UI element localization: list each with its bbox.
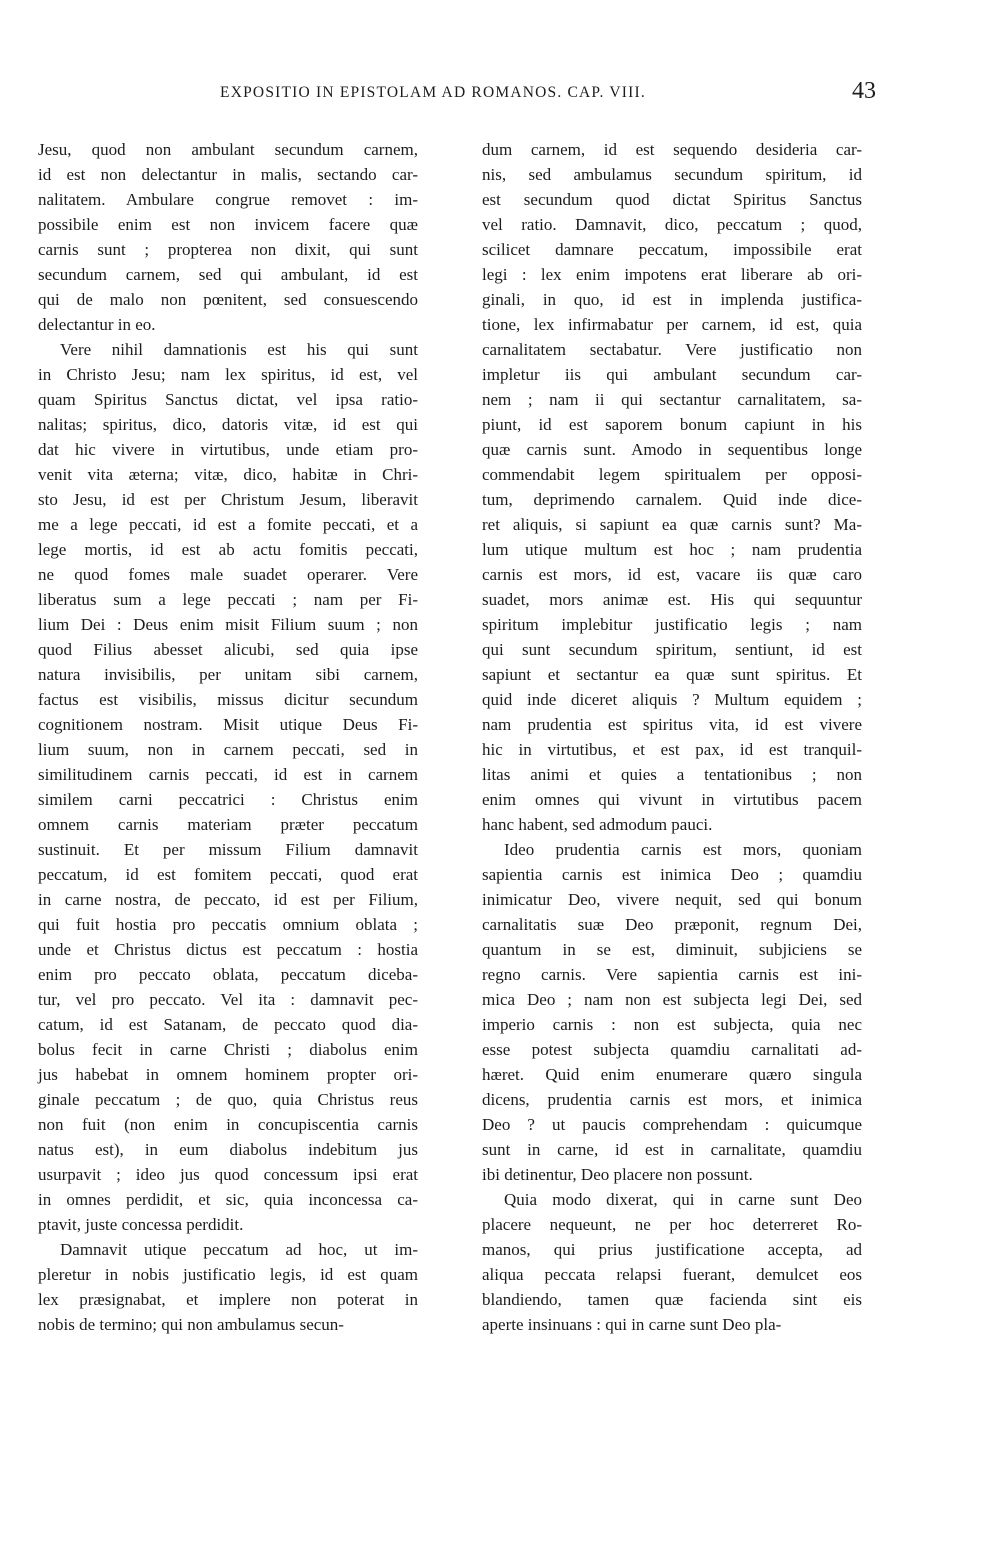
text-line: blandiendo, tamen quæ facienda sint eis — [482, 1290, 862, 1309]
text-line: jus habebat in omnem hominem propter ori- — [38, 1065, 418, 1084]
text-line: litas animi et quies a tentationibus ; non — [482, 765, 862, 784]
text-line: carnis est mors, id est, vacare iis quæ caro — [482, 565, 862, 584]
text-line: unde et Christus dictus est peccatum : hostia — [38, 940, 418, 959]
text-line: tione, lex infirmabatur per carnem, id est, quia — [482, 315, 862, 334]
text-line: piunt, id est saporem bonum capiunt in his — [482, 415, 862, 434]
text-line: non fuit (non enim in concupiscentia carnis — [38, 1115, 418, 1134]
text-line: similem carni peccatrici : Christus enim — [38, 790, 418, 809]
text-line: omnem carnis materiam præter peccatum — [38, 815, 418, 834]
text-line: lum utique multum est hoc ; nam prudentia — [482, 540, 862, 559]
text-line: me a lege peccati, id est a fomite peccati, et a — [38, 515, 418, 534]
text-line: natura invisibilis, per unitam sibi carnem, — [38, 665, 418, 684]
text-line: ptavit, juste concessa perdidit. — [38, 1215, 244, 1234]
text-line: est secundum quod dictat Spiritus Sanctus — [482, 190, 862, 209]
text-line: dicens, prudentia carnis est mors, et inimica — [482, 1090, 862, 1109]
text-line: vel ratio. Damnavit, dico, peccatum ; quod, — [482, 215, 862, 234]
text-line: hanc habent, sed admodum pauci. — [482, 815, 713, 834]
text-line: Quia modo dixerat, qui in carne sunt Deo — [504, 1190, 862, 1209]
text-line: enim omnes qui vivunt in virtutibus pacem — [482, 790, 862, 809]
text-line: in omnes perdidit, et sic, quia inconcessa ca- — [38, 1190, 418, 1209]
text-line: nam prudentia est spiritus vita, id est vivere — [482, 715, 862, 734]
text-line: ginali, in quo, id est in implenda justifica- — [482, 290, 862, 309]
page-number: 43 — [852, 78, 876, 104]
text-line: carnalitatem sectabatur. Vere justificatio non — [482, 340, 862, 359]
text-line: dat hic vivere in virtutibus, unde etiam pro- — [38, 440, 418, 459]
text-line: natus est), in eum diabolus indebitum jus — [38, 1140, 418, 1159]
text-line: quæ carnis sunt. Amodo in sequentibus longe — [482, 440, 862, 459]
text-line: cognitionem nostram. Misit utique Deus Fi- — [38, 715, 418, 734]
text-line: qui sunt secundum spiritum, sentiunt, id est — [482, 640, 862, 659]
text-line: Jesu, quod non ambulant secundum carnem, — [38, 140, 418, 159]
running-title: EXPOSITIO IN EPISTOLAM AD ROMANOS. CAP. VIII. — [220, 84, 646, 101]
text-line: Vere nihil damnationis est his qui sunt — [60, 340, 418, 359]
text-line: factus est visibilis, missus dicitur secundum — [38, 690, 418, 709]
text-line: commendabit legem spiritualem per opposi- — [482, 465, 862, 484]
text-line: hæret. Quid enim enumerare quæro singula — [482, 1065, 862, 1084]
text-line: tur, vel pro peccato. Vel ita : damnavit pec- — [38, 990, 418, 1009]
text-line: quid inde diceret aliquis ? Multum equidem ; — [482, 690, 862, 709]
text-line: legi : lex enim impotens erat liberare ab ori- — [482, 265, 862, 284]
left-text-column — [38, 137, 418, 1337]
text-line: lex præsignabat, et implere non poterat in — [38, 1290, 418, 1309]
text-line: nalitatem. Ambulare congrue removet : im- — [38, 190, 418, 209]
text-line: inimicatur Deo, vivere nequit, sed qui bonum — [482, 890, 862, 909]
text-line: lium suum, non in carnem peccati, sed in — [38, 740, 418, 759]
text-line: ginale peccatum ; de quo, quia Christus reus — [38, 1090, 418, 1109]
text-line: regno carnis. Vere sapientia carnis est ini- — [482, 965, 862, 984]
text-line: ibi detinentur, Deo placere non possunt. — [482, 1165, 753, 1184]
text-line: enim pro peccato oblata, peccatum diceba- — [38, 965, 418, 984]
text-line: sustinuit. Et per missum Filium damnavit — [38, 840, 418, 859]
text-line: usurpavit ; ideo jus quod concessum ipsi erat — [38, 1165, 418, 1184]
text-line: sapiunt et sectantur ea quæ sunt spiritus. Et — [482, 665, 862, 684]
text-line: esse potest subjecta quamdiu carnalitati ad- — [482, 1040, 862, 1059]
text-line: quod Filius abesset alicubi, sed quia ipse — [38, 640, 418, 659]
text-line: sto Jesu, id est per Christum Jesum, liberavit — [38, 490, 418, 509]
text-line: nem ; nam ii qui sectantur carnalitatem, sa- — [482, 390, 862, 409]
text-line: nalitas; spiritus, dico, datoris vitæ, id est qui — [38, 415, 418, 434]
text-line: pleretur in nobis justificatio legis, id est quam — [38, 1265, 418, 1284]
text-line: impletur iis qui ambulant secundum car- — [482, 365, 862, 384]
text-line: bolus fecit in carne Christi ; diabolus enim — [38, 1040, 418, 1059]
text-line: hic in virtutibus, et est pax, id est tranquil- — [482, 740, 862, 759]
text-line: similitudinem carnis peccati, id est in carnem — [38, 765, 418, 784]
text-line: nobis de termino; qui non ambulamus secun- — [38, 1315, 344, 1334]
text-line: carnis sunt ; propterea non dixit, qui sunt — [38, 240, 418, 259]
text-line: imperio carnis : non est subjecta, quia nec — [482, 1015, 862, 1034]
text-line: qui de malo non pœnitent, sed consuescendo — [38, 290, 418, 309]
text-line: lege mortis, id est ab actu fomitis peccati, — [38, 540, 418, 559]
text-line: scilicet damnare peccatum, impossibile erat — [482, 240, 862, 259]
text-line: carnalitatis suæ Deo præponit, regnum Dei, — [482, 915, 862, 934]
text-line: liberatus sum a lege peccati ; nam per Fi- — [38, 590, 418, 609]
text-line: spiritum implebitur justificatio legis ; nam — [482, 615, 862, 634]
text-line: placere nequeunt, ne per hoc deterreret Ro- — [482, 1215, 862, 1234]
text-line: in carne nostra, de peccato, id est per Filium, — [38, 890, 418, 909]
text-line: venit vita æterna; vitæ, dico, habitæ in Chri- — [38, 465, 418, 484]
text-line: mica Deo ; nam non est subjecta legi Dei, sed — [482, 990, 862, 1009]
text-line: Damnavit utique peccatum ad hoc, ut im- — [60, 1240, 418, 1259]
text-line: possibile enim est non invicem facere quæ — [38, 215, 418, 234]
text-line: sapientia carnis est inimica Deo ; quamdiu — [482, 865, 862, 884]
text-line: sunt in carne, id est in carnalitate, quamdiu — [482, 1140, 862, 1159]
text-line: catum, id est Satanam, de peccato quod dia- — [38, 1015, 418, 1034]
text-line: in Christo Jesu; nam lex spiritus, id est, vel — [38, 365, 418, 384]
text-line: aperte insinuans : qui in carne sunt Deo pla- — [482, 1315, 782, 1334]
page-header — [30, 78, 876, 108]
text-line: id est non delectantur in malis, sectando car- — [38, 165, 418, 184]
text-line: manos, qui prius justificatione accepta, ad — [482, 1240, 862, 1259]
text-line: ret aliquis, si sapiunt ea quæ carnis sunt? Ma- — [482, 515, 862, 534]
text-line: ne quod fomes male suadet operarer. Vere — [38, 565, 418, 584]
text-line: Ideo prudentia carnis est mors, quoniam — [504, 840, 862, 859]
text-line: delectantur in eo. — [38, 315, 156, 334]
right-text-column — [482, 137, 862, 1337]
text-line: nis, sed ambulamus secundum spiritum, id — [482, 165, 862, 184]
text-line: peccatum, id est fomitem peccati, quod erat — [38, 865, 418, 884]
text-line: quam Spiritus Sanctus dictat, vel ipsa ratio- — [38, 390, 418, 409]
text-line: tum, deprimendo carnalem. Quid inde dice- — [482, 490, 862, 509]
text-line: dum carnem, id est sequendo desideria car- — [482, 140, 862, 159]
text-line: qui fuit hostia pro peccatis omnium oblata ; — [38, 915, 418, 934]
text-line: suadet, mors animæ est. His qui sequuntur — [482, 590, 862, 609]
text-line: Deo ? ut paucis comprehendam : quicumque — [482, 1115, 862, 1134]
text-line: secundum carnem, sed qui ambulant, id est — [38, 265, 418, 284]
text-line: lium Dei : Deus enim misit Filium suum ; non — [38, 615, 418, 634]
text-line: aliqua peccata relapsi fuerant, demulcet eos — [482, 1265, 862, 1284]
text-line: quantum in se est, diminuit, subjiciens se — [482, 940, 862, 959]
